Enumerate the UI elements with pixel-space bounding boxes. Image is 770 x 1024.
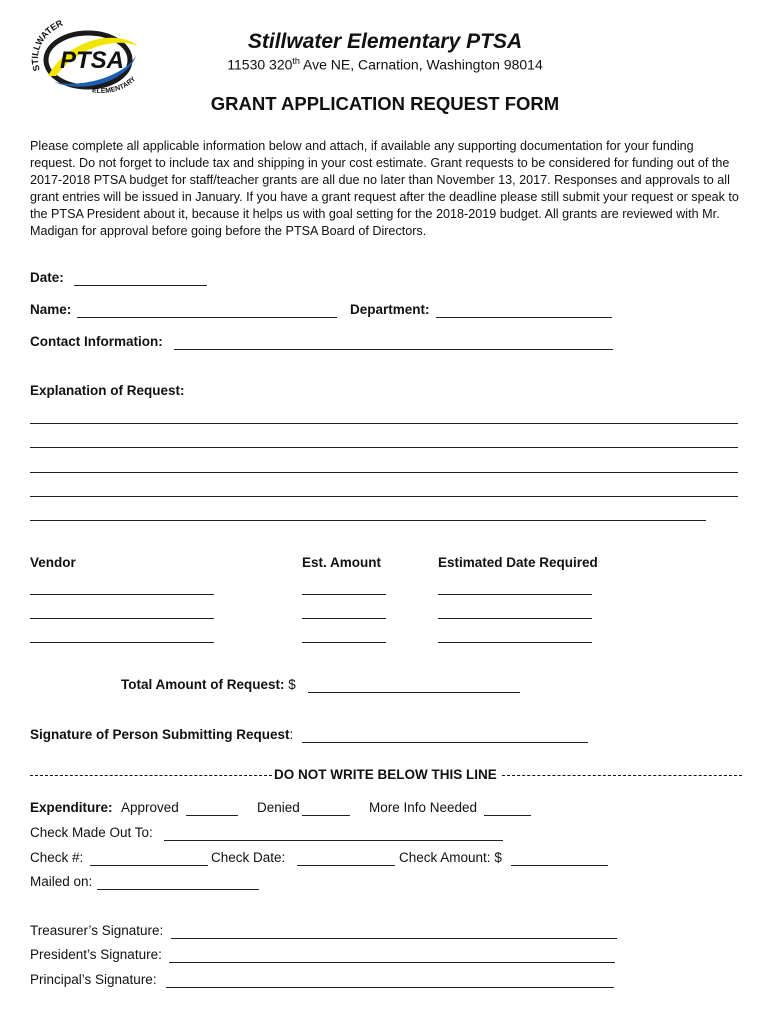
- principal-signature-field[interactable]: [166, 987, 614, 988]
- check-made-out-label: Check Made Out To:: [30, 825, 153, 840]
- submitter-signature-label: Signature of Person Submitting Request:: [30, 727, 294, 742]
- form-title: GRANT APPLICATION REQUEST FORM: [210, 93, 560, 114]
- mailed-on-field[interactable]: [97, 889, 259, 890]
- explanation-label: Explanation of Request:: [30, 383, 185, 398]
- est-date-field[interactable]: [438, 594, 592, 595]
- expenditure-label: Expenditure:: [30, 800, 113, 815]
- logo-ptsa-text: PTSA: [60, 47, 125, 74]
- president-signature-label: President’s Signature:: [30, 947, 162, 962]
- president-signature-field[interactable]: [169, 962, 615, 963]
- date-field[interactable]: [74, 285, 207, 286]
- treasurer-signature-label: Treasurer’s Signature:: [30, 923, 164, 938]
- date-label: Date:: [30, 270, 64, 285]
- vendor-header: Vendor: [30, 555, 76, 570]
- mailed-on-label: Mailed on:: [30, 874, 93, 889]
- total-field[interactable]: [308, 692, 520, 693]
- check-made-out-field[interactable]: [164, 840, 503, 841]
- vendor-field[interactable]: [30, 642, 214, 643]
- department-label: Department:: [350, 302, 430, 317]
- denied-label: Denied: [257, 800, 300, 815]
- denied-field[interactable]: [302, 815, 350, 816]
- more-info-label: More Info Needed: [369, 800, 478, 815]
- treasurer-signature-field[interactable]: [171, 938, 617, 939]
- est-amount-field[interactable]: [302, 618, 386, 619]
- divider-text: DO NOT WRITE BELOW THIS LINE: [274, 767, 497, 782]
- check-number-field[interactable]: [90, 865, 208, 866]
- department-field[interactable]: [436, 317, 612, 318]
- check-number-label: Check #:: [30, 850, 84, 865]
- explanation-line[interactable]: [30, 496, 738, 497]
- name-label: Name:: [30, 302, 72, 317]
- check-amount-field[interactable]: [511, 865, 608, 866]
- total-label: Total Amount of Request: $: [121, 677, 296, 692]
- vendor-field[interactable]: [30, 618, 214, 619]
- contact-label: Contact Information:: [30, 334, 163, 349]
- est-amount-field[interactable]: [302, 642, 386, 643]
- explanation-line[interactable]: [30, 447, 738, 448]
- principal-signature-label: Principal’s Signature:: [30, 972, 157, 987]
- submitter-signature-field[interactable]: [302, 742, 588, 743]
- explanation-line[interactable]: [30, 423, 738, 424]
- divider-dash-right: [502, 775, 742, 776]
- check-date-field[interactable]: [297, 865, 395, 866]
- logo-arc-top: STILLWATER: [30, 17, 65, 73]
- check-date-label: Check Date:: [211, 850, 286, 865]
- check-amount-label: Check Amount: $: [399, 850, 502, 865]
- est-amount-header: Est. Amount: [302, 555, 381, 570]
- org-address: 11530 320th Ave NE, Carnation, Washington 98014: [227, 56, 543, 73]
- more-info-field[interactable]: [484, 815, 531, 816]
- est-date-header: Estimated Date Required: [438, 555, 598, 570]
- office-use-divider: [30, 766, 742, 784]
- logo-arc-bottom: ELEMENTARY: [91, 75, 138, 95]
- instructions-paragraph: Please complete all applicable information below and attach, if available any supporting documentation for your funding request. Do not forget to include tax and shipping in your cost estimate. Grant requests to be considered for funding out of the 2017-2018 PTSA budget for staff/teacher grants are all due no later than November 13, 2017. Responses and approvals to all grant entries will be issued in January. If you have a grant request after the deadline please still submit your request or speak to the PTSA President about it, because it helps us with goal setting for the 2018-2019 budget. All grants are reviewed with Mr. Madigan for approval before going before the PTSA Board of Directors.: [30, 139, 739, 238]
- approved-field[interactable]: [186, 815, 238, 816]
- est-amount-field[interactable]: [302, 594, 386, 595]
- explanation-line[interactable]: [30, 472, 738, 473]
- name-field[interactable]: [77, 317, 337, 318]
- explanation-line[interactable]: [30, 520, 706, 521]
- est-date-field[interactable]: [438, 642, 592, 643]
- est-date-field[interactable]: [438, 618, 592, 619]
- approved-label: Approved: [121, 800, 179, 815]
- org-name: Stillwater Elementary PTSA: [247, 30, 523, 53]
- contact-field[interactable]: [174, 349, 613, 350]
- divider-dash-left: [30, 775, 272, 776]
- vendor-field[interactable]: [30, 594, 214, 595]
